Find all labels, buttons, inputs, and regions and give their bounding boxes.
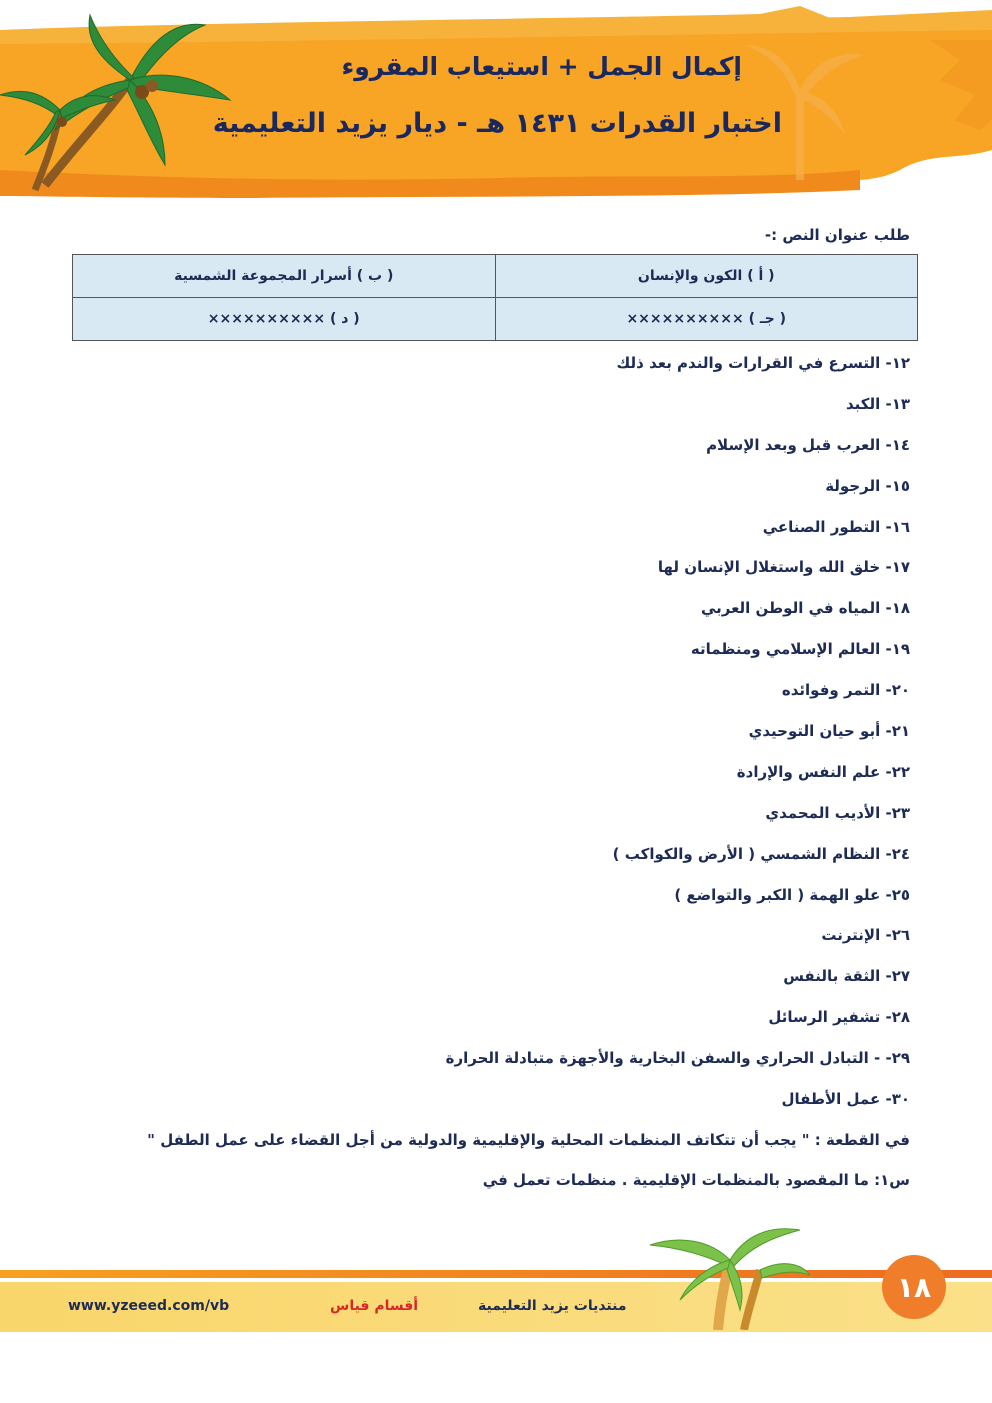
option-a: ( أ ) الكون والإنسان [495,255,918,298]
option-b: ( ب ) أسرار المجموعة الشمسية [73,255,496,298]
list-item: ٢٥- علو الهمة ( الكبر والتواضع ) [674,885,910,904]
list-item: ١٤- العرب قبل وبعد الإسلام [706,435,910,454]
list-item: ١٦- التطور الصناعي [762,517,910,536]
question-text: س١: ما المقصود بالمنظمات الإقليمية . منظمات تعمل في [482,1170,910,1189]
list-item: ٢٨- تشفير الرسائل [768,1008,910,1027]
title-list [72,343,910,1120]
options-row [73,255,918,298]
list-item: ٢٢- علم النفس والإرادة [736,762,910,781]
list-item: ١٥- الرجولة [825,476,910,495]
option-c: ( جـ ) ×××××××××× [495,298,918,341]
options-row [73,298,918,341]
passage-quote: في القطعة : " يجب أن تتكاتف المنظمات المحلية والإقليمية والدولية من أجل القضاء على عمل الطفل " [147,1130,910,1149]
list-item: ٢٩- - التبادل الحراري والسفن البخارية والأجهزة متبادلة الحرارة [445,1049,910,1068]
footer-section-link[interactable]: أقسام قياس [330,1298,419,1314]
list-item: ١٣- الكبد [845,394,910,413]
list-item: ١٩- العالم الإسلامي ومنظماته [690,640,910,659]
page-number: ١٨ [882,1255,946,1319]
main-content [72,220,918,1200]
footer-divider [0,1270,992,1278]
answer-options-table [72,254,918,341]
list-item: ٢١- أبو حيان التوحيدي [748,722,910,741]
option-d: ( د ) ×××××××××× [73,298,496,341]
question-prompt: طلب عنوان النص :- [764,226,910,244]
list-item: ١٧- خلق الله واستغلال الإنسان لها [657,558,910,577]
list-item: ١٢- التسرع في القرارات والندم بعد ذلك [616,354,910,372]
page-subtitle: اختبار القدرات ١٤٣١ هـ - ديار يزيد التعليمية [212,108,782,139]
banner-art [0,0,992,200]
list-item: ٢٧- الثقة بالنفس [783,967,910,986]
palm-tree-icon [640,1220,810,1330]
list-item: ٢٤- النظام الشمسي ( الأرض والكواكب ) [612,844,910,863]
list-item: ٣٠- عمل الأطفال [781,1090,910,1109]
list-item: ٢٦- الإنترنت [821,926,910,945]
header-banner [0,0,992,200]
list-item: ٢٠- التمر وفوائده [781,681,910,700]
footer [0,1230,992,1340]
list-item: ٢٣- الأديب المحمدي [765,803,910,822]
list-item: ١٨- المياه في الوطن العربي [700,599,910,618]
page-title: إكمال الجمل + استيعاب المقروء [341,52,742,81]
footer-forum-name: منتديات يزيد التعليمية [478,1298,627,1314]
footer-url-link[interactable]: www.yzeeed.com/vb [68,1298,230,1314]
